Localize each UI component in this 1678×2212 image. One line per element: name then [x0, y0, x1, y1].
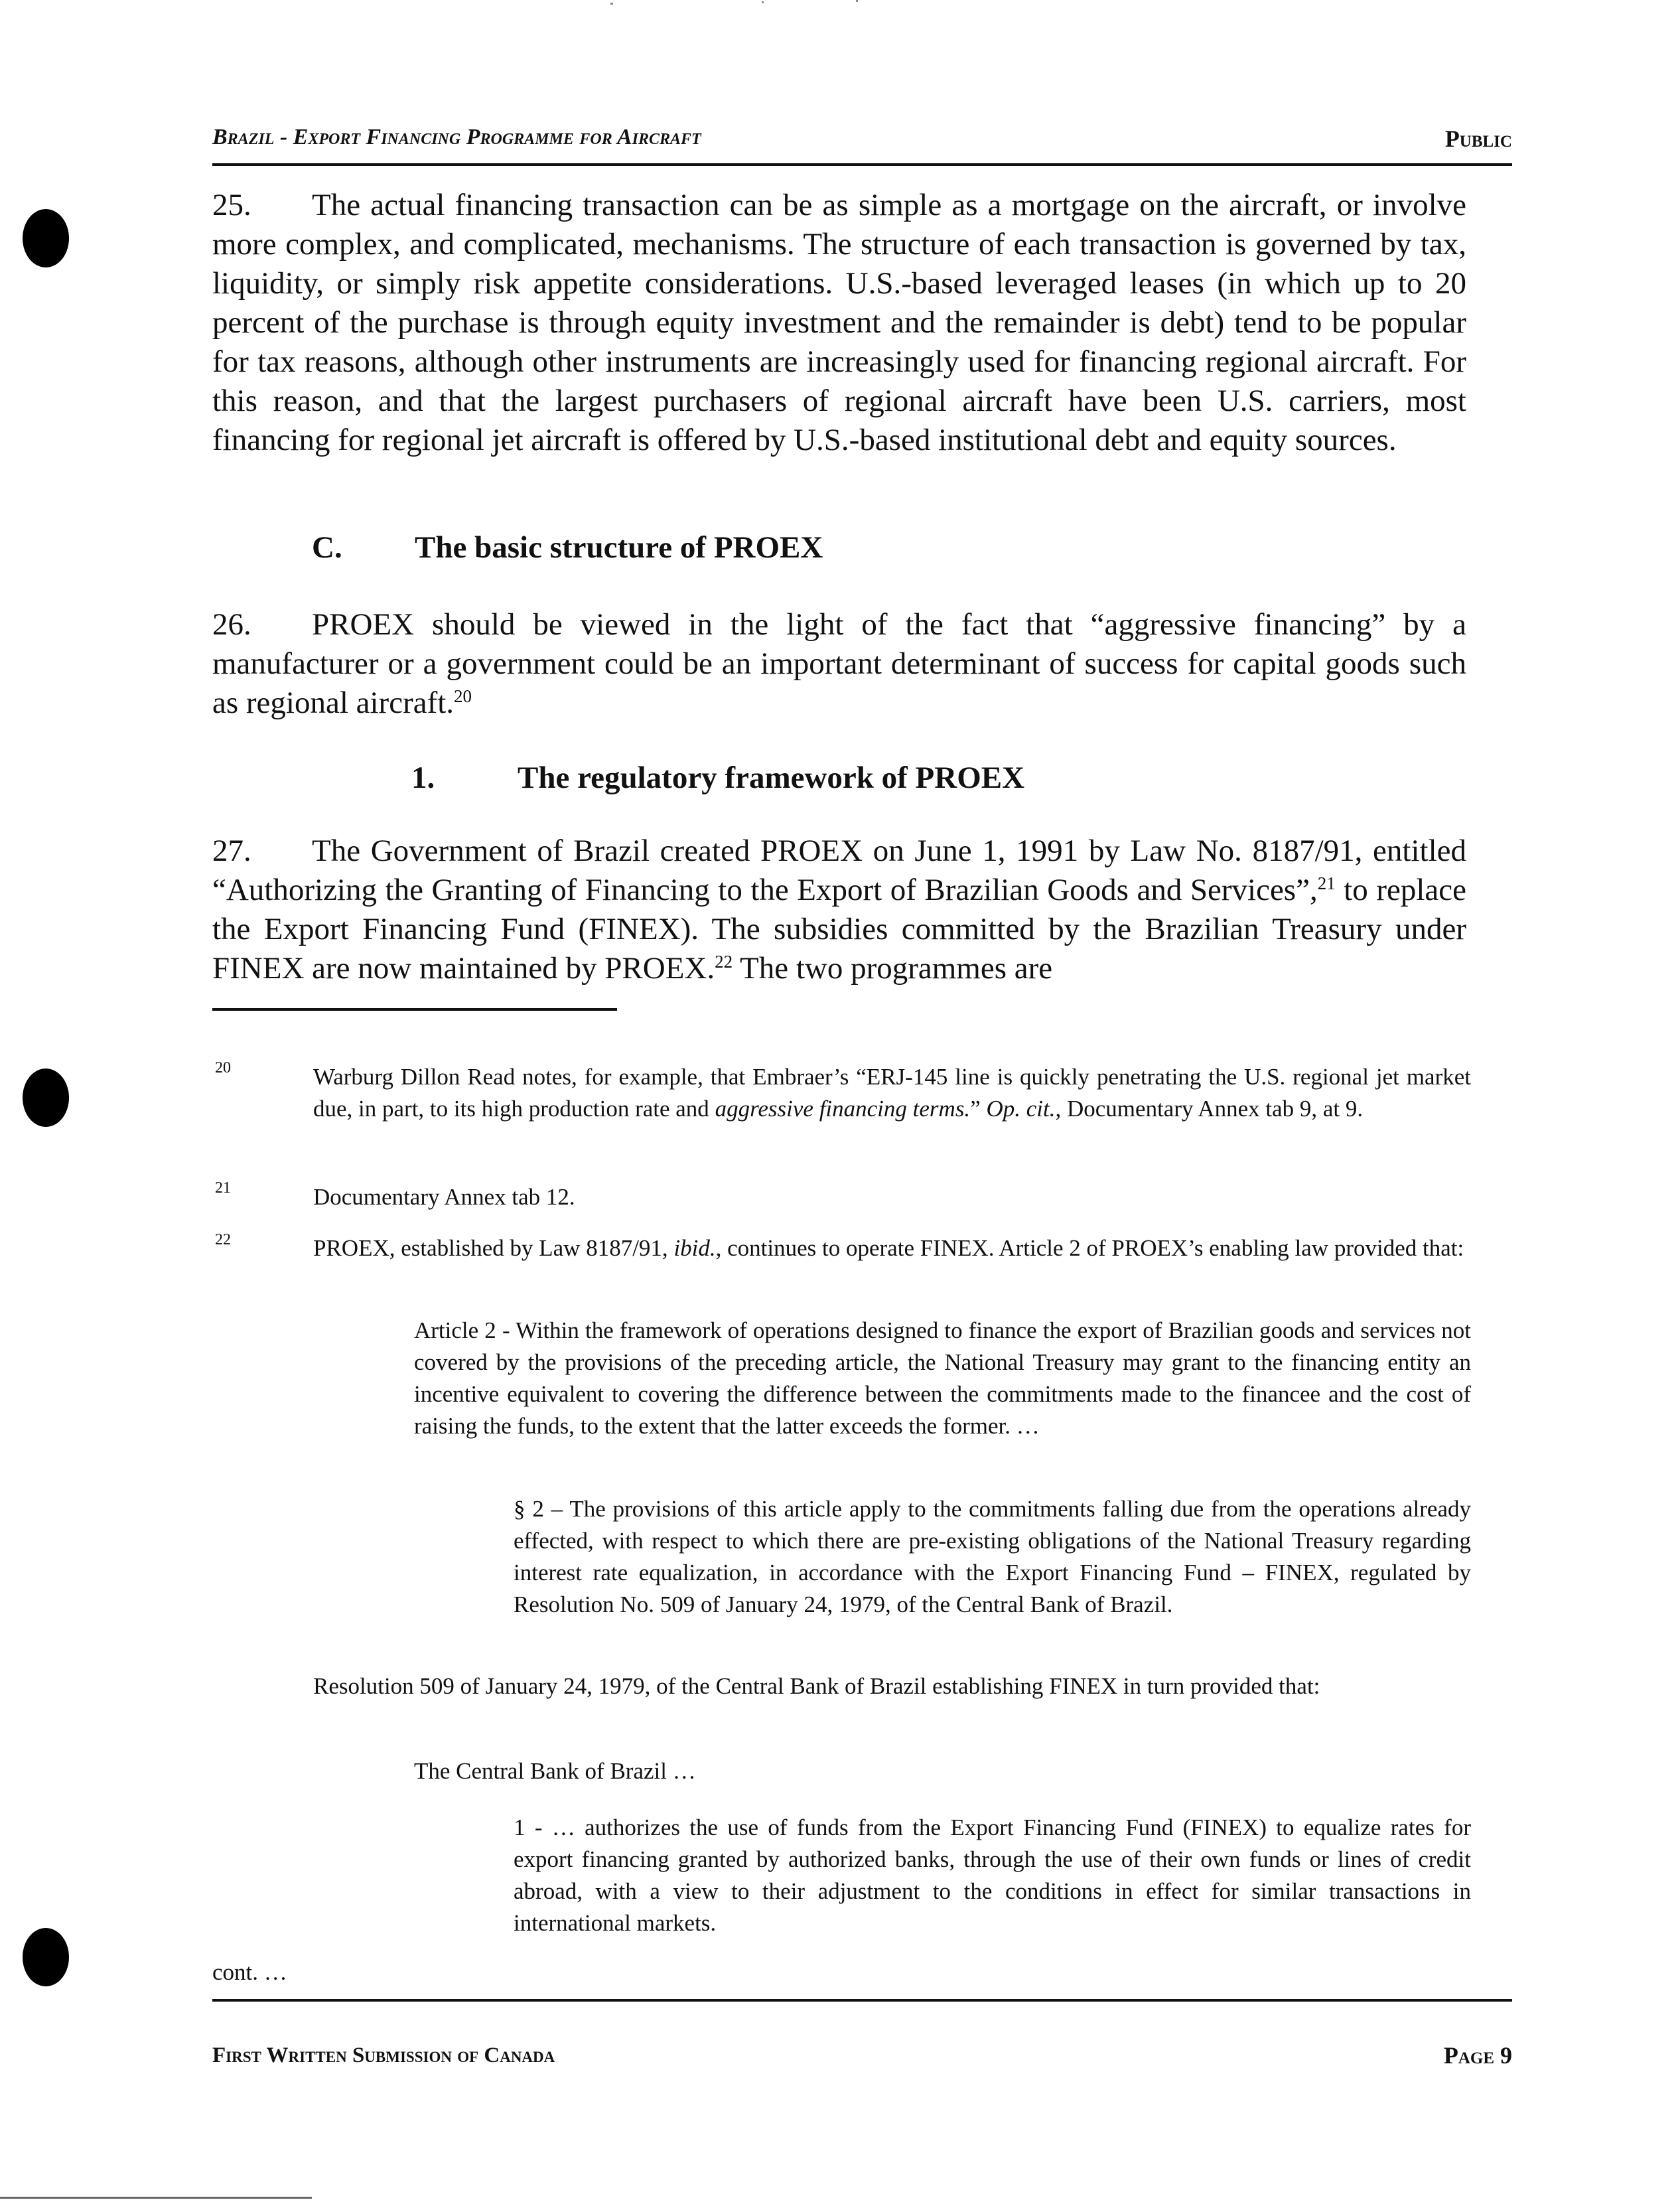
section-label: C. [312, 530, 342, 565]
paragraph-number: 26. [212, 607, 251, 642]
paragraph-number: 25. [212, 188, 251, 222]
paragraph-text: The actual financing transaction can be as simple as a mortgage on the aircraft, or involve more complex, and complicated, mechanisms. The structure of each transaction is governed by tax, liquidity, or simply risk appetite considerations. U.S.-based leveraged leases (in which up to 20 percent of the purchase is through equity investment and the remainder is debt) tend to be popular for tax reasons, although other instruments are increasingly used for financing regional aircraft. For this reason, and that the largest purchasers of regional aircraft have been U.S. carriers, most financing for regional jet aircraft is offered by U.S.-based institutional debt and equity sources. [212, 188, 1466, 457]
footnote-text: , Documentary Annex tab 9, at 9. [1055, 1096, 1363, 1122]
binder-hole-top [23, 209, 69, 267]
paragraph-27 [212, 832, 1466, 988]
scan-mark [762, 1, 764, 3]
footnote-text: ” [970, 1096, 987, 1122]
paragraph-26 [212, 605, 1466, 723]
footnote-ref-21[interactable]: 21 [1317, 873, 1336, 893]
quote-central-bank: The Central Bank of Brazil … [414, 1758, 696, 1784]
footer-rule [212, 1999, 1512, 2002]
paragraph-number: 27. [212, 834, 251, 868]
footer-document-title: First Written Submission of Canada [212, 2043, 555, 2067]
footnote-21: Documentary Annex tab 12. [313, 1184, 575, 1210]
quote-article-2: Article 2 - Within the framework of operations designed to finance the export of Brazilian goods and services not covered by the provisions of the preceding article, the National Treasury may grant to the financing entity an incentive equivalent to covering the difference between the commitments made to the financee and the cost of raising the funds, to the extent that the latter exceeds the former. … [414, 1317, 1471, 1439]
footnote-number-22: 22 [215, 1231, 231, 1248]
scan-mark [610, 3, 613, 5]
footnote-ref-20[interactable]: 20 [454, 686, 472, 706]
paragraph-text: to replace the Export Financing Fund (FINEX). The subsidies committed by the Brazilian Treasury under FINEX are now maintained by PROEX. [212, 873, 1466, 986]
paragraph-text: PROEX should be viewed in the light of the fact that “aggressive financing” by a manufacturer or a government could be an important determinant of success for capital goods such as regional aircraft. [212, 607, 1466, 720]
quote-item-1: 1 - … authorizes the use of funds from the Export Financing Fund (FINEX) to equalize rates for export financing granted by authorized banks, through the use of their own funds or lines of credit abroad, with a view to their adjustment to the conditions in effect for similar transactions in international markets. [514, 1814, 1471, 1936]
section-label: 1. [411, 761, 435, 795]
section-heading-1 [411, 760, 1024, 796]
paragraph-25 [212, 186, 1466, 460]
paragraph-text: The Government of Brazil created PROEX on June 1, 1991 by Law No. 8187/91, entitled “Authorizing the Granting of Financing to the Export of Brazilian Goods and Services”, [212, 834, 1466, 907]
header-rule [212, 163, 1512, 166]
footnote-text: , continues to operate FINEX. Article 2 of PROEX’s enabling law provided that: [715, 1235, 1464, 1261]
running-header-title: Brazil - Export Financing Programme for Aircraft [212, 125, 701, 149]
scan-mark [856, 0, 858, 2]
footnote-citation: ibid. [673, 1235, 716, 1261]
binder-hole-bottom [23, 1928, 69, 1986]
quote-section-2: § 2 – The provisions of this article apply to the commitments falling due from the operations already effected, with respect to which there are pre-existing obligations of the National Treasury regarding interest rate equalization, in accordance with the Export Financing Fund – FINEX, regulated by Resolution No. 509 of January 24, 1979, of the Central Bank of Brazil. [514, 1496, 1471, 1617]
footnote-20 [313, 1061, 1471, 1125]
section-title: The basic structure of PROEX [415, 530, 823, 565]
footnote-number-20: 20 [215, 1059, 231, 1076]
classification-label: Public [1444, 125, 1512, 152]
footnote-ref-22[interactable]: 22 [715, 952, 733, 972]
footnote-separator [212, 1008, 617, 1011]
continuation-marker: cont. … [212, 1959, 287, 1985]
binder-hole-middle [23, 1069, 69, 1127]
scan-edge [0, 2197, 312, 2199]
footnote-number-21: 21 [215, 1179, 231, 1197]
footnote-emphasis: aggressive financing terms. [715, 1096, 971, 1122]
footnote-citation: Op. cit. [986, 1096, 1056, 1122]
page-number: Page 9 [1443, 2042, 1512, 2069]
footnote-text: Warburg Dillon Read notes, for example, that Embraer’s “ERJ-145 line is quickly penetrating the U.S. regional jet market due, in part, to its high production rate and [313, 1064, 1471, 1122]
paragraph-text: The two programmes are [733, 951, 1053, 986]
section-heading-c [312, 530, 823, 565]
footnote-22 [313, 1232, 1471, 1264]
footnote-text: PROEX, established by Law 8187/91, [313, 1235, 674, 1261]
section-title: The regulatory framework of PROEX [518, 761, 1025, 795]
resolution-text: Resolution 509 of January 24, 1979, of the Central Bank of Brazil establishing FINEX in turn provided that: [313, 1673, 1320, 1699]
